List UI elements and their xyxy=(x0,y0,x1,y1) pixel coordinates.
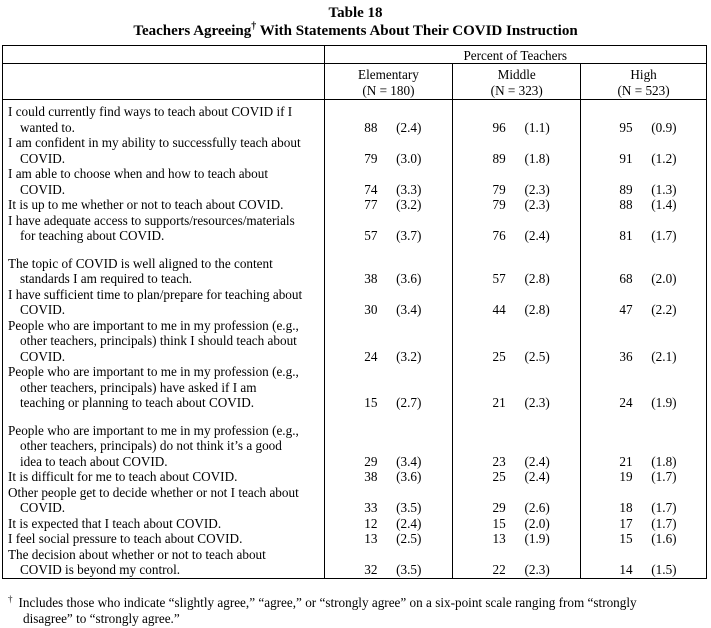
standard-error: (1.5) xyxy=(651,562,677,577)
statement-line: COVID. xyxy=(20,348,66,364)
percent-value: 79 xyxy=(364,150,378,166)
column-header-elementary: Elementary (N = 180) xyxy=(324,64,453,100)
cell-middle xyxy=(453,516,581,532)
standard-error: (2.6) xyxy=(524,500,550,515)
statement-line: COVID. xyxy=(20,500,66,515)
percent-value: 29 xyxy=(492,500,506,515)
percent-value: 79 xyxy=(492,181,506,197)
statement-label xyxy=(3,423,325,470)
statement-line: standards I am required to teach. xyxy=(20,271,193,286)
percent-value: 77 xyxy=(364,197,378,212)
percent-value: 24 xyxy=(364,348,378,364)
standard-error: (3.2) xyxy=(396,348,422,364)
statement-label xyxy=(3,516,325,532)
standard-error: (2.7) xyxy=(396,395,422,410)
percent-value: 17 xyxy=(619,515,633,531)
percent-value: 30 xyxy=(364,302,378,317)
standard-error: (2.5) xyxy=(524,348,550,364)
cell-middle xyxy=(453,469,581,485)
percent-value: 89 xyxy=(492,150,506,166)
standard-error: (1.7) xyxy=(651,515,677,531)
statement-line: I could currently find ways to teach about COVID if I xyxy=(8,104,293,119)
statement-line: It is difficult for me to teach about COVID. xyxy=(8,469,238,484)
column-header-middle: Middle (N = 323) xyxy=(453,64,581,100)
percent-value: 96 xyxy=(492,119,506,135)
statement-line: I have adequate access to supports/resources/materials xyxy=(8,212,295,228)
standard-error: (1.4) xyxy=(651,197,677,212)
cell-high xyxy=(581,213,707,244)
cell-high xyxy=(581,318,707,365)
table-row xyxy=(3,256,707,287)
percent-value: 36 xyxy=(619,348,633,364)
statement-label xyxy=(3,547,325,579)
table-row xyxy=(3,318,707,365)
percent-value: 95 xyxy=(619,119,633,135)
cell-middle xyxy=(453,100,581,136)
cell-middle xyxy=(453,423,581,470)
statement-label xyxy=(3,318,325,365)
standard-error: (1.2) xyxy=(651,150,677,166)
standard-error: (2.8) xyxy=(524,271,550,286)
table-title-text: Teachers Agreeing xyxy=(133,23,252,39)
cell-elementary xyxy=(324,135,453,166)
percent-value: 74 xyxy=(364,181,378,197)
percent-value: 38 xyxy=(364,271,378,286)
statement-label xyxy=(3,256,325,287)
column-header-high: High (N = 523) xyxy=(581,64,707,100)
cell-high xyxy=(581,256,707,287)
standard-error: (3.6) xyxy=(396,271,422,286)
statement-line: wanted to. xyxy=(20,119,75,135)
percent-value: 32 xyxy=(364,562,378,577)
header-blank-2 xyxy=(3,64,325,100)
percent-value: 25 xyxy=(492,469,506,484)
standard-error: (3.4) xyxy=(396,453,422,469)
cell-elementary xyxy=(324,364,453,411)
footnote-line-2: disagree” to “strongly agree.” xyxy=(23,610,180,626)
cell-middle xyxy=(453,485,581,516)
statement-line: COVID is beyond my control. xyxy=(20,562,181,577)
cell-middle xyxy=(453,256,581,287)
standard-error: (3.7) xyxy=(396,228,422,243)
statement-line: It is expected that I teach about COVID. xyxy=(8,515,222,531)
percent-value: 21 xyxy=(619,453,633,469)
percent-value: 44 xyxy=(492,302,506,317)
statement-line: I am confident in my ability to successfully teach about xyxy=(8,135,301,150)
standard-error: (1.9) xyxy=(524,531,550,546)
percent-value: 24 xyxy=(619,395,633,410)
table-row xyxy=(3,547,707,579)
standard-error: (2.4) xyxy=(524,228,550,243)
table-row xyxy=(3,469,707,485)
cell-elementary xyxy=(324,197,453,213)
percent-value: 33 xyxy=(364,500,378,515)
statements-table xyxy=(2,45,707,579)
cell-high xyxy=(581,485,707,516)
statement-label xyxy=(3,364,325,411)
percent-value: 47 xyxy=(619,302,633,317)
standard-error: (2.3) xyxy=(524,181,550,197)
statement-label xyxy=(3,213,325,244)
statement-line: I feel social pressure to teach about COVID. xyxy=(8,531,243,546)
statement-line: other teachers, principals) have asked if I am xyxy=(20,379,257,395)
table-title-rest: With Statements About Their COVID Instruction xyxy=(256,23,578,39)
footnote-mark: † xyxy=(8,594,13,604)
statement-line: COVID. xyxy=(20,181,66,197)
cell-elementary xyxy=(324,287,453,318)
cell-middle xyxy=(453,197,581,213)
cell-middle xyxy=(453,364,581,411)
percent-value: 38 xyxy=(364,469,378,484)
table-row xyxy=(3,485,707,516)
dagger-mark: † xyxy=(251,21,257,32)
standard-error: (2.5) xyxy=(396,531,422,546)
cell-high xyxy=(581,197,707,213)
table-row xyxy=(3,423,707,470)
percent-value: 18 xyxy=(619,500,633,515)
statement-label xyxy=(3,197,325,213)
standard-error: (1.3) xyxy=(651,181,677,197)
standard-error: (3.5) xyxy=(396,500,422,515)
percent-value: 23 xyxy=(492,453,506,469)
statement-line: teaching or planning to teach about COVID. xyxy=(20,395,255,410)
standard-error: (2.3) xyxy=(524,395,550,410)
table-row xyxy=(3,287,707,318)
percent-value: 81 xyxy=(619,228,633,243)
standard-error: (2.0) xyxy=(651,271,677,286)
percent-value: 88 xyxy=(619,197,633,212)
percent-value: 57 xyxy=(492,271,506,286)
standard-error: (2.2) xyxy=(651,302,677,317)
cell-elementary xyxy=(324,516,453,532)
standard-error: (0.9) xyxy=(651,119,677,135)
cell-elementary xyxy=(324,318,453,365)
table-row xyxy=(3,166,707,197)
statement-line: People who are important to me in my profession (e.g., xyxy=(8,364,299,379)
standard-error: (2.3) xyxy=(524,197,550,212)
standard-error: (3.3) xyxy=(396,181,422,197)
cell-elementary xyxy=(324,256,453,287)
table-row xyxy=(3,197,707,213)
percent-value: 22 xyxy=(492,562,506,577)
table-row xyxy=(3,516,707,532)
percent-value: 13 xyxy=(364,531,378,546)
cell-high xyxy=(581,364,707,411)
cell-elementary xyxy=(324,547,453,579)
percent-value: 25 xyxy=(492,348,506,364)
standard-error: (2.8) xyxy=(524,302,550,317)
percent-value: 15 xyxy=(364,395,378,410)
cell-middle xyxy=(453,531,581,547)
standard-error: (2.1) xyxy=(651,348,677,364)
cell-elementary xyxy=(324,166,453,197)
standard-error: (2.4) xyxy=(396,515,422,531)
cell-elementary xyxy=(324,213,453,244)
cell-high xyxy=(581,100,707,136)
cell-middle xyxy=(453,166,581,197)
footnote-line-1: Includes those who indicate “slightly agree,” “agree,” or “strongly agree” on a six-point scale ranging from “strongly xyxy=(18,595,637,610)
statement-line: COVID. xyxy=(20,150,66,166)
statement-label xyxy=(3,166,325,197)
table-row xyxy=(3,531,707,547)
cell-high xyxy=(581,423,707,470)
statement-line: COVID. xyxy=(20,302,66,317)
table-title xyxy=(0,22,711,40)
spacer-row xyxy=(3,244,707,256)
percent-value: 21 xyxy=(492,395,506,410)
header-group-row xyxy=(3,46,707,64)
table-row xyxy=(3,135,707,166)
statement-line: Other people get to decide whether or not I teach about xyxy=(8,484,299,500)
percent-value: 68 xyxy=(619,271,633,286)
standard-error: (1.6) xyxy=(651,531,677,546)
statement-line: It is up to me whether or not to teach about COVID. xyxy=(8,197,284,212)
percent-value: 91 xyxy=(619,150,633,166)
standard-error: (2.4) xyxy=(524,469,550,484)
cell-middle xyxy=(453,318,581,365)
cell-middle xyxy=(453,287,581,318)
percent-value: 79 xyxy=(492,197,506,212)
cell-high xyxy=(581,287,707,318)
standard-error: (3.2) xyxy=(396,197,422,212)
spacer-row xyxy=(3,411,707,423)
statement-label xyxy=(3,100,325,136)
statement-line: other teachers, principals) think I should teach about xyxy=(20,333,297,348)
cell-middle xyxy=(453,135,581,166)
percent-value: 14 xyxy=(619,562,633,577)
standard-error: (1.7) xyxy=(651,500,677,515)
percent-value: 15 xyxy=(619,531,633,546)
cell-elementary xyxy=(324,485,453,516)
standard-error: (3.6) xyxy=(396,469,422,484)
percent-value: 15 xyxy=(492,515,506,531)
statement-line: The decision about whether or not to teach about xyxy=(8,546,266,562)
statement-label xyxy=(3,531,325,547)
cell-high xyxy=(581,166,707,197)
statement-label xyxy=(3,287,325,318)
table-row xyxy=(3,213,707,244)
standard-error: (1.1) xyxy=(524,119,550,135)
statement-label xyxy=(3,135,325,166)
percent-value: 89 xyxy=(619,181,633,197)
table-row xyxy=(3,100,707,136)
statement-line: other teachers, principals) do not think it’s a good xyxy=(20,438,282,453)
standard-error: (3.4) xyxy=(396,302,422,317)
percent-value: 29 xyxy=(364,453,378,469)
standard-error: (2.4) xyxy=(396,119,422,135)
standard-error: (1.8) xyxy=(651,453,677,469)
cell-elementary xyxy=(324,469,453,485)
percent-value: 76 xyxy=(492,228,506,243)
statement-line: People who are important to me in my profession (e.g., xyxy=(8,422,299,438)
percent-value: 57 xyxy=(364,228,378,243)
cell-high xyxy=(581,547,707,579)
header-group-label: Percent of Teachers xyxy=(324,46,706,64)
header-blank xyxy=(3,46,325,64)
percent-value: 12 xyxy=(364,515,378,531)
statement-line: I am able to choose when and how to teach about xyxy=(8,166,269,181)
cell-middle xyxy=(453,547,581,579)
statement-line: I have sufficient time to plan/prepare for teaching about xyxy=(8,286,303,302)
standard-error: (2.3) xyxy=(524,562,550,577)
standard-error: (3.0) xyxy=(396,150,422,166)
standard-error: (1.7) xyxy=(651,469,677,484)
standard-error: (1.8) xyxy=(524,150,550,166)
cell-high xyxy=(581,469,707,485)
standard-error: (2.0) xyxy=(524,515,550,531)
header-columns-row xyxy=(3,64,707,100)
percent-value: 19 xyxy=(619,469,633,484)
percent-value: 88 xyxy=(364,119,378,135)
table-number: Table 18 xyxy=(328,5,383,21)
statement-line: The topic of COVID is well aligned to the content xyxy=(8,255,273,271)
cell-high xyxy=(581,516,707,532)
cell-high xyxy=(581,531,707,547)
cell-elementary xyxy=(324,531,453,547)
table-row xyxy=(3,364,707,411)
table-body xyxy=(3,100,707,579)
cell-middle xyxy=(453,213,581,244)
statement-label xyxy=(3,469,325,485)
standard-error: (3.5) xyxy=(396,562,422,577)
statement-line: idea to teach about COVID. xyxy=(20,453,168,469)
standard-error: (1.7) xyxy=(651,228,677,243)
cell-elementary xyxy=(324,423,453,470)
statement-line: for teaching about COVID. xyxy=(20,228,165,243)
statement-label xyxy=(3,485,325,516)
percent-value: 13 xyxy=(492,531,506,546)
standard-error: (2.4) xyxy=(524,453,550,469)
statement-line: People who are important to me in my profession (e.g., xyxy=(8,317,299,333)
standard-error: (1.9) xyxy=(651,395,677,410)
cell-high xyxy=(581,135,707,166)
cell-elementary xyxy=(324,100,453,136)
footnote xyxy=(8,595,698,626)
